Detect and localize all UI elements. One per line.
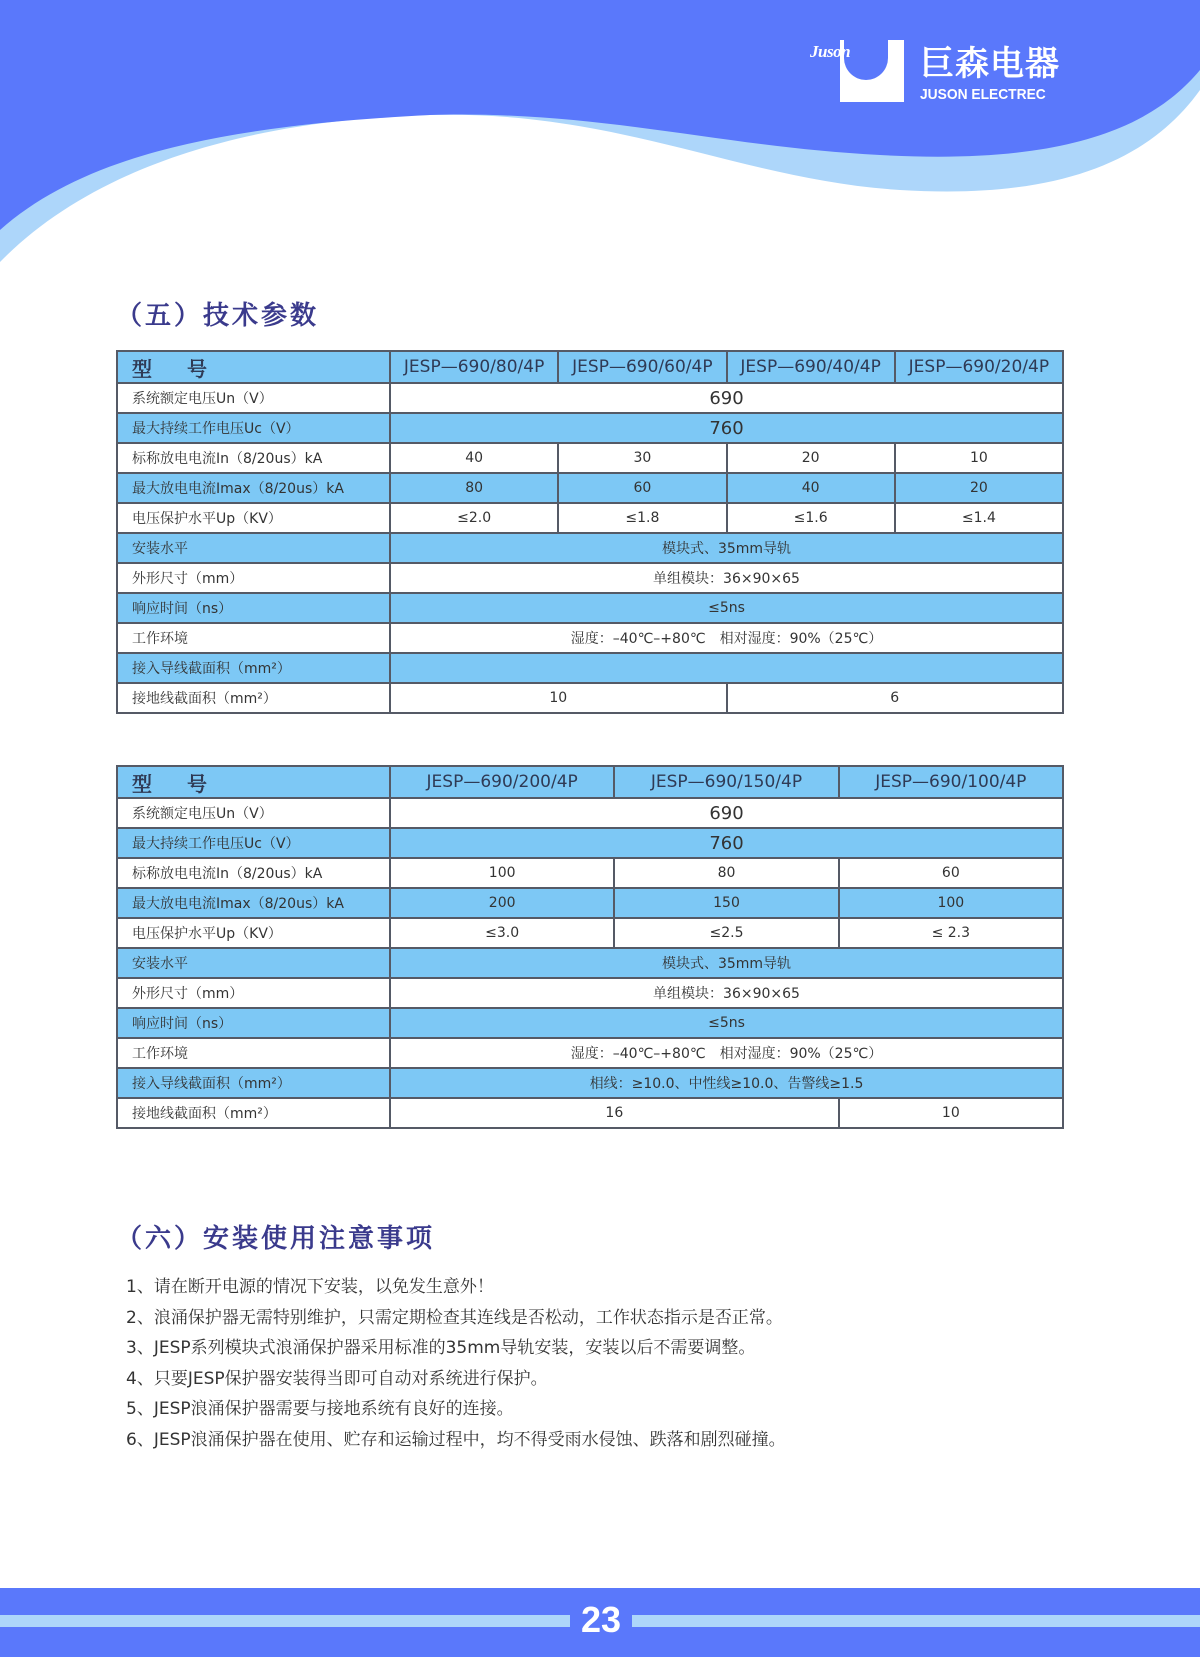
table-row bbox=[117, 413, 1063, 443]
row-label: 标称放电电流In（8/20us）kA bbox=[117, 858, 390, 888]
spec-table-1 bbox=[116, 350, 1064, 714]
row-label: 系统额定电压Un（V） bbox=[117, 798, 390, 828]
row-label: 标称放电电流In（8/20us）kA bbox=[117, 443, 390, 473]
cell-value: 80 bbox=[614, 858, 838, 888]
header-label: 型 号 bbox=[117, 351, 390, 383]
model-name: JESP—690/40/4P bbox=[727, 351, 895, 383]
cell-value: 模块式、35mm导轨 bbox=[390, 948, 1063, 978]
cell-value: 200 bbox=[390, 888, 614, 918]
table-row bbox=[117, 1098, 1063, 1128]
row-label: 响应时间（ns） bbox=[117, 1008, 390, 1038]
section-title-tech-params: （五）技术参数 bbox=[116, 301, 320, 331]
table-row bbox=[117, 828, 1063, 858]
cell-value: 10 bbox=[895, 443, 1063, 473]
cell-value: 40 bbox=[727, 473, 895, 503]
table-row bbox=[117, 653, 1063, 683]
table-row bbox=[117, 683, 1063, 713]
table-row bbox=[117, 503, 1063, 533]
row-label: 工作环境 bbox=[117, 623, 390, 653]
row-label: 最大持续工作电压Uc（V） bbox=[117, 413, 390, 443]
row-label: 接地线截面积（mm²） bbox=[117, 1098, 390, 1128]
row-label: 安装水平 bbox=[117, 533, 390, 563]
note-item: 2、浪涌保护器无需特别维护，只需定期检查其连线是否松动，工作状态指示是否正常。 bbox=[126, 1307, 783, 1328]
cell-value: 760 bbox=[390, 413, 1063, 443]
cell-value: 相线：≥10.0、中性线≥10.0、告警线≥1.5 bbox=[390, 1068, 1063, 1098]
row-label: 最大持续工作电压Uc（V） bbox=[117, 828, 390, 858]
table-row bbox=[117, 888, 1063, 918]
table-row bbox=[117, 948, 1063, 978]
cell-value: 16 bbox=[390, 1098, 839, 1128]
cell-value: 150 bbox=[614, 888, 838, 918]
cell-value: 10 bbox=[390, 683, 727, 713]
cell-value: ≤2.0 bbox=[390, 503, 558, 533]
table-row bbox=[117, 1068, 1063, 1098]
cell-value: 40 bbox=[390, 443, 558, 473]
table-row bbox=[117, 858, 1063, 888]
cell-value: 10 bbox=[839, 1098, 1063, 1128]
cell-value: 湿度：–40℃–+80℃ 相对湿度：90%（25℃） bbox=[390, 623, 1063, 653]
page-number: 23 bbox=[580, 1599, 622, 1640]
cell-value: 模块式、35mm导轨 bbox=[390, 533, 1063, 563]
table-row bbox=[117, 383, 1063, 413]
table-row bbox=[117, 473, 1063, 503]
brand-logo bbox=[810, 38, 1070, 106]
row-label: 外形尺寸（mm） bbox=[117, 563, 390, 593]
spec-table-2 bbox=[116, 765, 1064, 1129]
table-row bbox=[117, 1008, 1063, 1038]
row-label: 最大放电电流Imax（8/20us）kA bbox=[117, 473, 390, 503]
cell-value: 湿度：–40℃–+80℃ 相对湿度：90%（25℃） bbox=[390, 1038, 1063, 1068]
cell-value: ≤1.8 bbox=[558, 503, 726, 533]
cell-value: 单组模块：36×90×65 bbox=[390, 563, 1063, 593]
cell-value bbox=[390, 653, 1063, 683]
cell-value: 20 bbox=[727, 443, 895, 473]
cell-value: 690 bbox=[390, 383, 1063, 413]
note-item: 6、JESP浪涌保护器在使用、贮存和运输过程中，均不得受雨水侵蚀、跌落和剧烈碰撞。 bbox=[126, 1429, 786, 1450]
row-label: 安装水平 bbox=[117, 948, 390, 978]
model-name: JESP—690/80/4P bbox=[390, 351, 558, 383]
row-label: 工作环境 bbox=[117, 1038, 390, 1068]
row-label: 电压保护水平Up（KV） bbox=[117, 503, 390, 533]
cell-value: 60 bbox=[558, 473, 726, 503]
header-label: 型 号 bbox=[117, 766, 390, 798]
cell-value: 6 bbox=[727, 683, 1064, 713]
footer-bar bbox=[0, 1588, 1200, 1657]
cell-value: 100 bbox=[839, 888, 1063, 918]
cell-value: ≤3.0 bbox=[390, 918, 614, 948]
cell-value: 30 bbox=[558, 443, 726, 473]
cell-value: ≤1.6 bbox=[727, 503, 895, 533]
row-label: 响应时间（ns） bbox=[117, 593, 390, 623]
row-label: 接入导线截面积（mm²） bbox=[117, 1068, 390, 1098]
row-label: 接入导线截面积（mm²） bbox=[117, 653, 390, 683]
logo-script: Juson bbox=[810, 42, 851, 61]
cell-value: ≤5ns bbox=[390, 1008, 1063, 1038]
row-label: 接地线截面积（mm²） bbox=[117, 683, 390, 713]
table-row bbox=[117, 533, 1063, 563]
note-item: 1、请在断开电源的情况下安装，以免发生意外！ bbox=[126, 1277, 494, 1297]
cell-value: ≤1.4 bbox=[895, 503, 1063, 533]
model-name: JESP—690/150/4P bbox=[614, 766, 838, 798]
cell-value: ≤5ns bbox=[390, 593, 1063, 623]
model-name: JESP—690/60/4P bbox=[558, 351, 726, 383]
row-label: 外形尺寸（mm） bbox=[117, 978, 390, 1008]
install-notes-list bbox=[126, 1272, 786, 1455]
table-row bbox=[117, 623, 1063, 653]
model-name: JESP—690/200/4P bbox=[390, 766, 614, 798]
cell-value: ≤ 2.3 bbox=[839, 918, 1063, 948]
footer-stripe-left bbox=[0, 1615, 570, 1627]
table-header-row bbox=[117, 351, 1063, 383]
brand-name-en: JUSON ELECTREC bbox=[920, 86, 1046, 103]
table-row bbox=[117, 593, 1063, 623]
cell-value: 20 bbox=[895, 473, 1063, 503]
table-row bbox=[117, 918, 1063, 948]
row-label: 系统额定电压Un（V） bbox=[117, 383, 390, 413]
row-label: 最大放电电流Imax（8/20us）kA bbox=[117, 888, 390, 918]
brand-name-cn: 巨森电器 bbox=[920, 44, 1060, 84]
table-header-row bbox=[117, 766, 1063, 798]
model-name: JESP—690/20/4P bbox=[895, 351, 1063, 383]
cell-value: 60 bbox=[839, 858, 1063, 888]
cell-value: 单组模块：36×90×65 bbox=[390, 978, 1063, 1008]
cell-value: 760 bbox=[390, 828, 1063, 858]
table-row bbox=[117, 563, 1063, 593]
cell-value: 100 bbox=[390, 858, 614, 888]
table-row bbox=[117, 443, 1063, 473]
table-row bbox=[117, 798, 1063, 828]
footer-stripe-right bbox=[632, 1615, 1200, 1627]
section-title-install-notes: （六）安装使用注意事项 bbox=[116, 1224, 436, 1254]
model-name: JESP—690/100/4P bbox=[839, 766, 1063, 798]
row-label: 电压保护水平Up（KV） bbox=[117, 918, 390, 948]
note-item: 4、只要JESP保护器安装得当即可自动对系统进行保护。 bbox=[126, 1368, 548, 1389]
cell-value: 690 bbox=[390, 798, 1063, 828]
table-row bbox=[117, 1038, 1063, 1068]
note-item: 3、JESP系列模块式浪涌保护器采用标准的35mm导轨安装，安装以后不需要调整。 bbox=[126, 1338, 756, 1358]
table-row bbox=[117, 978, 1063, 1008]
cell-value: ≤2.5 bbox=[614, 918, 838, 948]
note-item: 5、JESP浪涌保护器需要与接地系统有良好的连接。 bbox=[126, 1399, 514, 1419]
cell-value: 80 bbox=[390, 473, 558, 503]
